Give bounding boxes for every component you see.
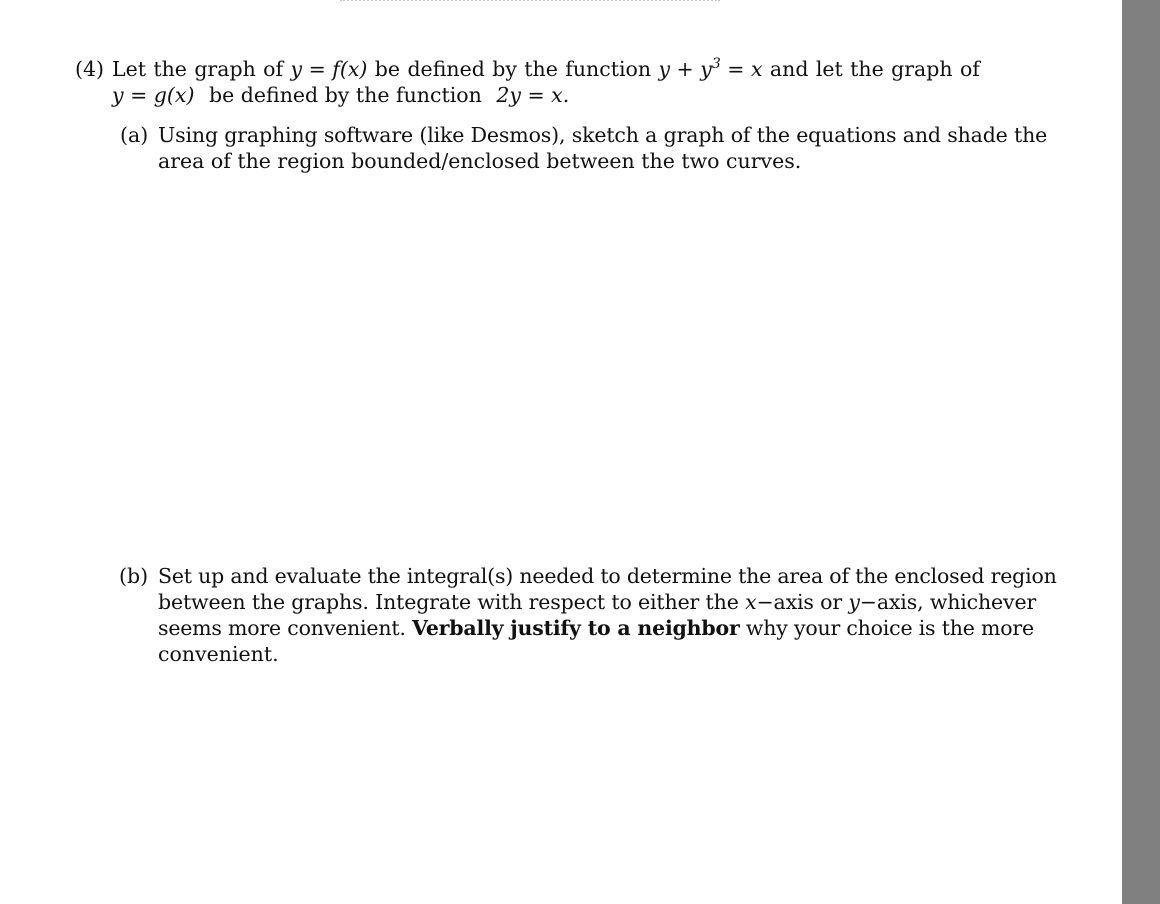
part-b-line-1: Set up and evaluate the integral(s) needed to determine the area of the enclosed region (158, 564, 1057, 588)
word: by (492, 57, 517, 81)
part-a-label: (a) (120, 123, 149, 147)
word: be (374, 57, 401, 81)
equation-cubic: $y + y^3 = x$ (658, 56, 763, 81)
word: the (850, 57, 884, 81)
problem-statement-line-2 (112, 82, 569, 108)
x-variable: x (745, 590, 757, 614)
part-b-line-4: convenient. (158, 642, 279, 666)
viewer-gutter (1122, 0, 1160, 904)
part-b-label: (b) (119, 564, 149, 588)
cropped-header-remnant (340, 0, 720, 4)
equation-g: y = g(x) (112, 83, 195, 107)
part-b-line-3: seems more convenient. Verbally justify to a neighbor why your choice is the more (158, 616, 1034, 640)
equation-f: y = f(x) (290, 57, 368, 81)
word: the (524, 57, 558, 81)
y-variable: y (848, 590, 860, 614)
emphasis-text: Verbally justify to a neighbor (412, 616, 740, 640)
word: function (565, 57, 652, 81)
word: graph (194, 57, 256, 81)
equation-linear: 2y = x. (496, 83, 570, 107)
word: Let (112, 57, 146, 81)
word: defined (407, 57, 485, 81)
part-b-line-2: between the graphs. Integrate with respect to either the x−axis or y−axis, whichever (158, 590, 1037, 614)
word: of (263, 57, 284, 81)
word: and (769, 57, 809, 81)
problem-number: (4) (75, 57, 105, 81)
word: of (959, 57, 980, 81)
part-a-line-2: area of the region bounded/enclosed between the two curves. (158, 149, 802, 173)
part-a-line-1: Using graphing software (like Desmos), sketch a graph of the equations and shade the (158, 123, 1048, 147)
problem-statement-line-1 (112, 56, 980, 82)
word: let (815, 57, 843, 81)
word: the (153, 57, 187, 81)
word: graph (891, 57, 953, 81)
statement-text: be defined by the function (209, 83, 482, 107)
